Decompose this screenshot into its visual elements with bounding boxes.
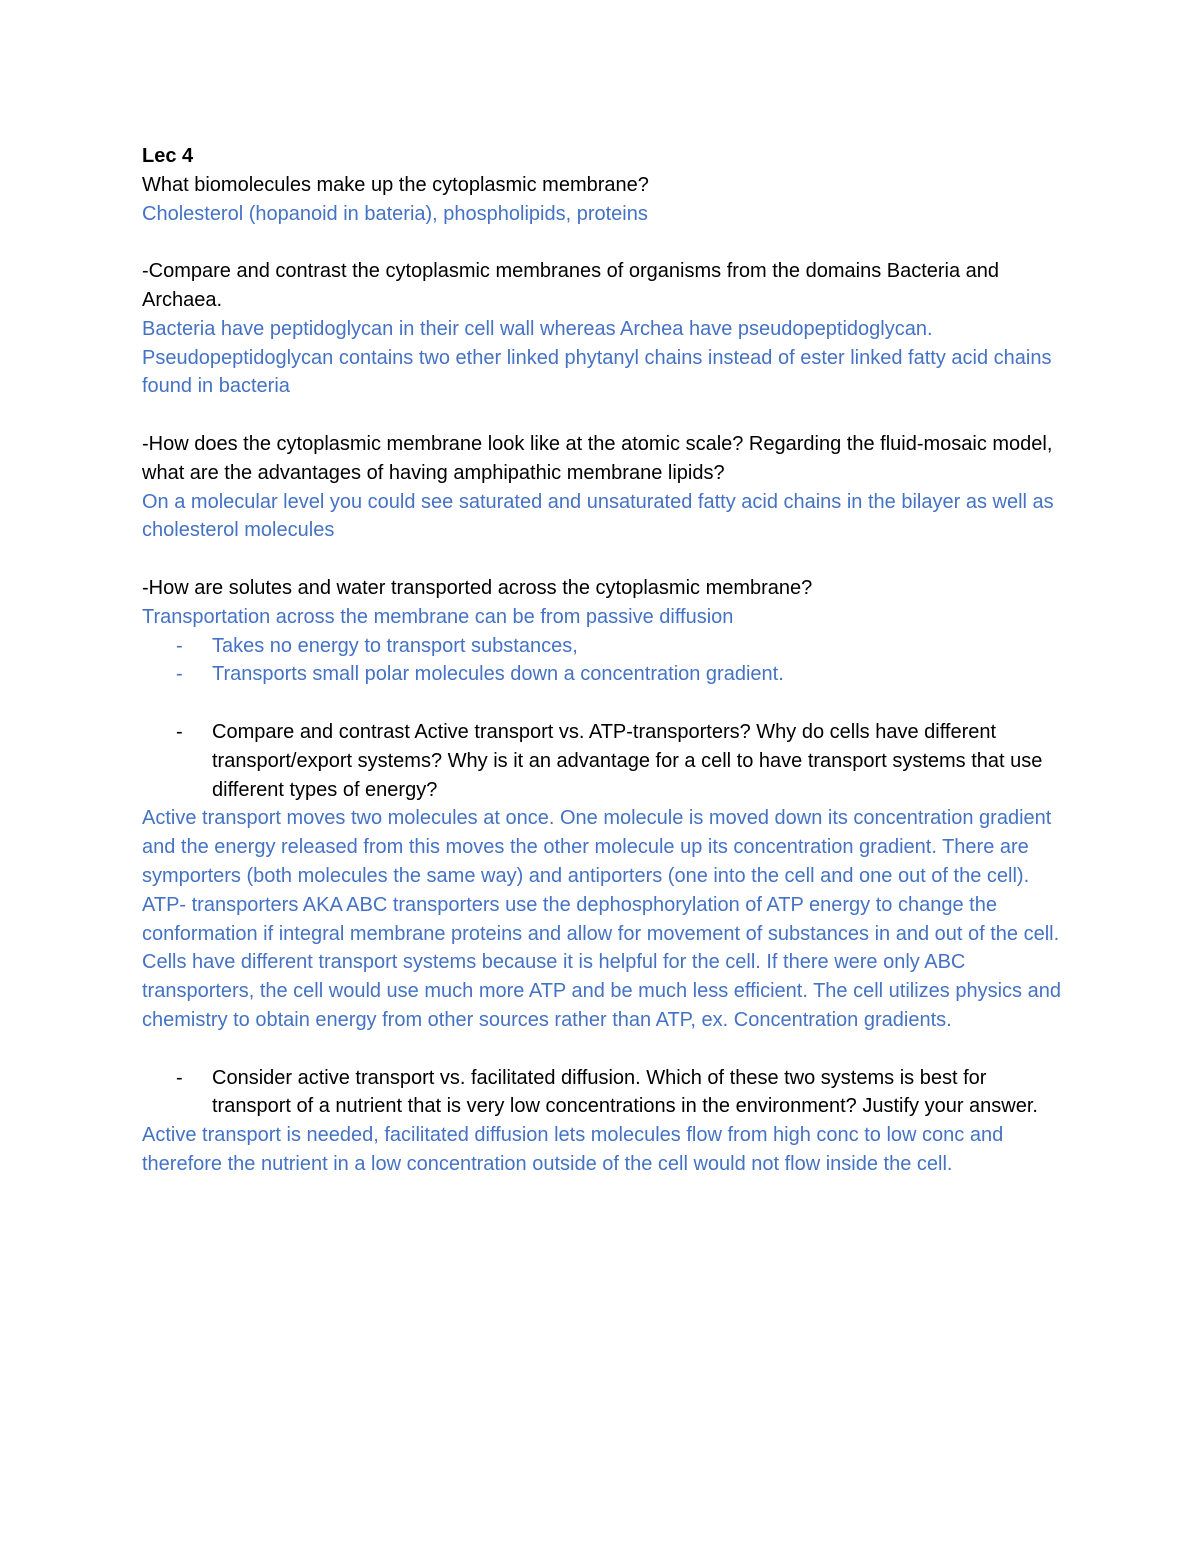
bullet-dash: - bbox=[176, 663, 183, 686]
answer-active-transport: Active transport moves two molecules at once. One molecule is moved down its concentration gradient and the energy released from this moves the other molecule up its concentration gradient. There are symporters (both molecules the same way) and antiporters (one into the cell and one out of the cell). bbox=[142, 807, 1052, 887]
question-facilitated-diffusion bbox=[142, 1064, 1062, 1122]
spacer bbox=[142, 1035, 1062, 1064]
question-transport: -How are solutes and water transported across the cytoplasmic membrane? bbox=[142, 576, 813, 599]
spacer bbox=[142, 689, 1062, 718]
answer-bacteria-archaea-1: Bacteria have peptidoglycan in their cell wall whereas Archea have pseudopeptidoglycan. bbox=[142, 317, 933, 340]
question-active-vs-atp bbox=[142, 718, 1062, 804]
document-body bbox=[142, 142, 1062, 1179]
spacer bbox=[142, 228, 1062, 257]
answer-facilitated-diffusion: Active transport is needed, facilitated diffusion lets molecules flow from high conc to low conc and therefore the nutrient in a low concentration outside of the cell would not flow inside the cell. bbox=[142, 1124, 1004, 1175]
list-item bbox=[142, 660, 1062, 689]
spacer bbox=[142, 545, 1062, 574]
answer-transport-systems: Cells have different transport systems because it is helpful for the cell. If there were only ABC transporters, the cell would use much more ATP and be much less efficient. The cell utilizes physics and chemistry to obtain energy from other sources rather than ATP, ex. Concentration gradients. bbox=[142, 951, 1061, 1031]
question-biomolecules: What biomolecules make up the cytoplasmic membrane? bbox=[142, 173, 649, 196]
question-facilitated-diffusion-text: Consider active transport vs. facilitated diffusion. Which of these two systems is best for transport of a nutrient that is very low concentrations in the environment? Justify your answer. bbox=[212, 1066, 1038, 1118]
answer-atp-transporters: ATP- transporters AKA ABC transporters use the dephosphorylation of ATP energy to change the conformation if integral membrane proteins and allow for movement of substances in and out of the cell. bbox=[142, 893, 1060, 945]
bullet-dash: - bbox=[176, 634, 183, 657]
list-item bbox=[142, 632, 1062, 661]
answer-bacteria-archaea-2: Pseudopeptidoglycan contains two ether linked phytanyl chains instead of ester linked fatty acid chains found in bacteria bbox=[142, 346, 1052, 398]
answer-biomolecules: Cholesterol (hopanoid in bateria), phospholipids, proteins bbox=[142, 202, 648, 225]
bullet-text: Transports small polar molecules down a concentration gradient. bbox=[212, 663, 784, 686]
question-bacteria-archaea: -Compare and contrast the cytoplasmic membranes of organisms from the domains Bacteria and Archaea. bbox=[142, 260, 1000, 311]
question-active-vs-atp-text: Compare and contrast Active transport vs. ATP-transporters? Why do cells have different transport/export systems? Why is it an advantage for a cell to have transport systems that use different types of energy? bbox=[212, 720, 1043, 801]
answer-transport: Transportation across the membrane can be from passive diffusion bbox=[142, 605, 734, 628]
bullet-text: Takes no energy to transport substances, bbox=[212, 634, 578, 657]
answer-atomic-scale: On a molecular level you could see saturated and unsaturated fatty acid chains in the bilayer as well as cholesterol molecules bbox=[142, 490, 1054, 542]
bullet-dash: - bbox=[176, 1066, 183, 1089]
question-atomic-scale: -How does the cytoplasmic membrane look like at the atomic scale? Regarding the fluid-mosaic model, what are the advantages of having amphipathic membrane lipids? bbox=[142, 432, 1053, 484]
spacer bbox=[142, 401, 1062, 430]
bullet-dash: - bbox=[176, 720, 183, 743]
lecture-title: Lec 4 bbox=[142, 145, 194, 167]
